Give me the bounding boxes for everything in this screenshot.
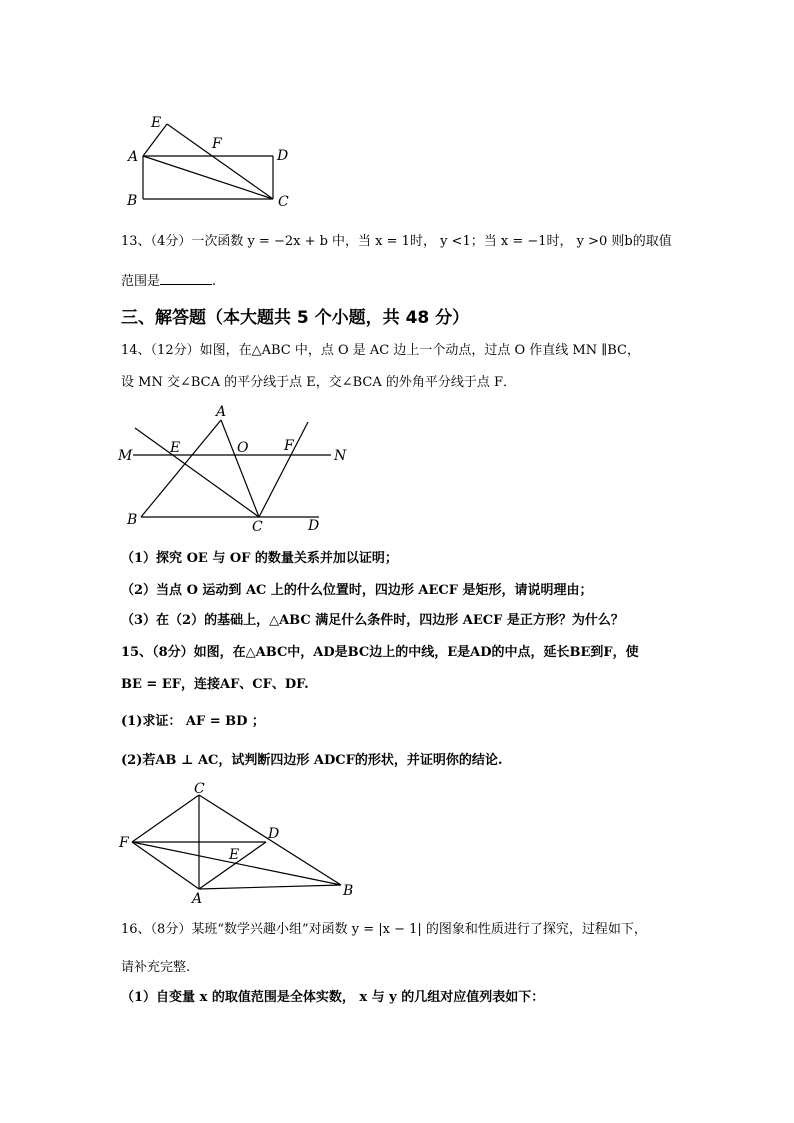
q15-line1: 15、（8分）如图，在△ABC中，AD是BC边上的中线，E是AD的中点，延长BE到F，使 [121, 645, 639, 660]
q14-sub1: （1）探究 OE 与 OF 的数量关系并加以证明； [121, 551, 398, 566]
q13-suffix: . [212, 274, 217, 289]
q16-line1: 16、（8分）某班“数学兴趣小组”对函数 y = |x − 1| 的图象和性质进行了探究，过程如下， [121, 922, 647, 937]
label-d: D [268, 826, 280, 842]
label-c: C [278, 194, 289, 210]
q13-prefix: 范围是 [121, 274, 161, 289]
label-b: B [127, 512, 138, 528]
label-e: E [151, 115, 162, 131]
q14-line2: 设 MN 交∠BCA 的平分线于点 E，交∠BCA 的外角平分线于点 F． [121, 375, 517, 390]
label-e: E [229, 847, 240, 863]
label-m: M [118, 448, 133, 464]
q13-answer-blank [160, 270, 212, 285]
label-f: F [284, 438, 294, 454]
label-f: F [212, 136, 222, 152]
label-c: C [194, 781, 205, 797]
section-title: 三、解答题（本大题共 5 个小题，共 48 分） [121, 308, 470, 328]
q15-sub1: (1)求证： AF = BD ； [121, 714, 265, 729]
q14-sub2: （2）当点 O 运动到 AC 上的什么位置时，四边形 AECF 是矩形，请说明理由； [121, 583, 593, 598]
label-c: C [252, 519, 263, 535]
figure-quadrilateral-adcf [115, 780, 365, 905]
label-a: A [216, 404, 227, 420]
q13-line2 [121, 270, 216, 291]
label-b: B [127, 193, 138, 209]
label-b: B [343, 883, 354, 899]
q14-sub3: （3）在（2）的基础上，△ABC 满足什么条件时，四边形 AECF 是正方形？为什么？ [121, 613, 624, 628]
label-e: E [170, 440, 181, 456]
q13-line1: 13、（4分）一次函数 y = −2x + b 中，当 x = 1时， y <1；当 x = −1时， y >0 则b的取值 [121, 234, 672, 249]
q16-sub1: （1）自变量 x 的取值范围是全体实数， x 与 y 的几组对应值列表如下： [121, 990, 545, 1005]
label-f: F [119, 835, 129, 851]
q15-line2: BE = EF，连接AF、CF、DF. [121, 677, 309, 692]
label-n: N [334, 448, 347, 464]
q14-line1: 14、（12分）如图，在△ABC 中，点 O 是 AC 边上一个动点，过点 O 作直线 MN ∥BC， [121, 343, 640, 358]
label-o: O [237, 440, 249, 456]
figure-triangle-mn [115, 402, 355, 537]
q15-sub2: (2)若AB ⊥ AC，试判断四边形 ADCF的形状，并证明你的结论. [121, 753, 503, 768]
label-a: A [192, 891, 203, 907]
label-a: A [128, 149, 139, 165]
label-d: D [308, 518, 320, 534]
q16-line2: 请补充完整. [121, 960, 191, 975]
figure-rectangle-abcd [115, 108, 315, 213]
label-d: D [277, 148, 289, 164]
